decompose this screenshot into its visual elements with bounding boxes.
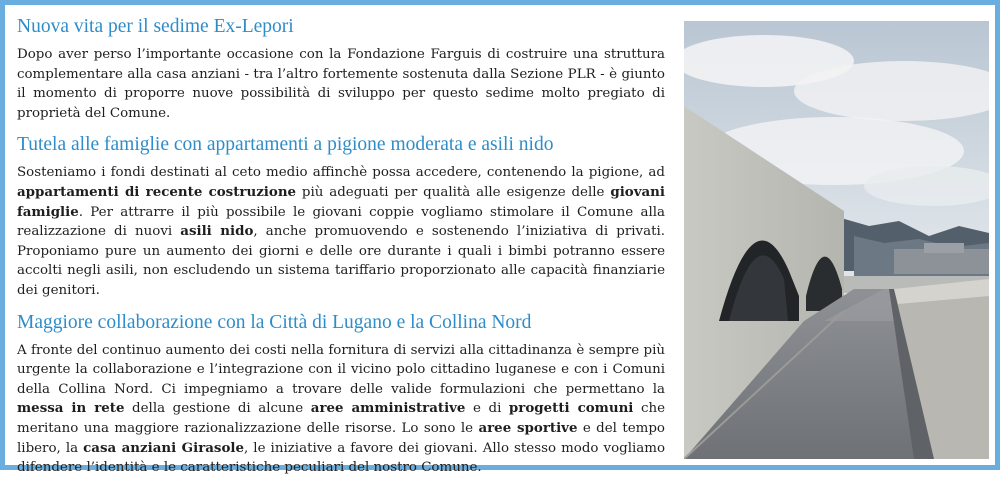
paragraph-text: e di [465, 401, 509, 417]
paragraph-text: , le iniziative a favore dei giovani. Allo stesso modo vogliamo difendere l’identità e le caratteristiche peculiari del nostro Comune. [17, 440, 666, 476]
emphasized-text: asili nido [180, 223, 254, 240]
paragraph-text: , anche promuovendo e sostenendo l’iniziativa di privati. Proponiamo pure un aumento dei giorni e delle ore durante i quali i bimbi potranno essere accolti negli asili, non escludendo un sistema tariffario proporzionato alle capacità finanziarie dei genitori. [17, 224, 665, 298]
paragraph-text: della gestione di alcune [124, 401, 311, 417]
paragraph-text: A fronte del continuo aumento dei costi nella fornitura di servizi alla cittadinanza è sempre più urgente la collaborazione e l’integrazione con il vicino polo cittadino luganese e con i Comuni della Collina Nord. Ci impegniamo a trovare delle valide formulazioni che permettano la [17, 342, 665, 397]
section-paragraph [17, 341, 665, 478]
paragraph-text: . Per attrarre il più possibile le giovani coppie vogliamo stimolare il Comune alla realizzazione di nuovi [17, 204, 665, 240]
emphasized-text: giovani famiglie [17, 183, 665, 220]
emphasized-text: progetti comuni [508, 400, 634, 417]
section-lugano-collina [17, 311, 665, 478]
section-ex-lepori [17, 15, 665, 123]
paragraph-text: che meritano una maggiore razionalizzazione delle risorse. Lo sono le [17, 401, 665, 436]
section-paragraph [17, 163, 665, 300]
emphasized-text: casa anziani Girasole [83, 439, 245, 456]
concrete-building-image [684, 21, 989, 459]
section-heading: Tutela alle famiglie con appartamenti a pigione moderata e asili nido [17, 134, 554, 156]
section-heading: Maggiore collaborazione con la Città di Lugano e la Collina Nord [17, 311, 532, 333]
article-text-column [17, 15, 665, 488]
emphasized-text: aree amministrative [310, 400, 466, 417]
section-paragraph [17, 45, 665, 123]
paragraph-text: Sosteniamo i fondi destinati al ceto medio affinchè possa accedere, contenendo la pigione, ad [17, 165, 665, 181]
section-heading: Nuova vita per il sedime Ex-Lepori [17, 16, 294, 37]
architecture-photo [684, 21, 989, 459]
emphasized-text: messa in rete [17, 400, 125, 417]
paragraph-text: più adeguati per qualità alle esigenze delle [296, 184, 611, 200]
paragraph-text: Dopo aver perso l’importante occasione con la Fondazione Farguis di costruire una struttura complementare alla casa anziani - tra l’altro fortemente sostenuta dalla Sezione PLR - è giunto il momento di proporre nuove possibilità di sviluppo per questo sedime molto pregiato di proprietà del Comune. [17, 47, 665, 121]
paragraph-text: e del tempo libero, la [17, 420, 665, 456]
section-famiglie-asili [17, 133, 665, 300]
emphasized-text: aree sportive [478, 419, 578, 436]
emphasized-text: appartamenti di recente costruzione [17, 183, 297, 200]
